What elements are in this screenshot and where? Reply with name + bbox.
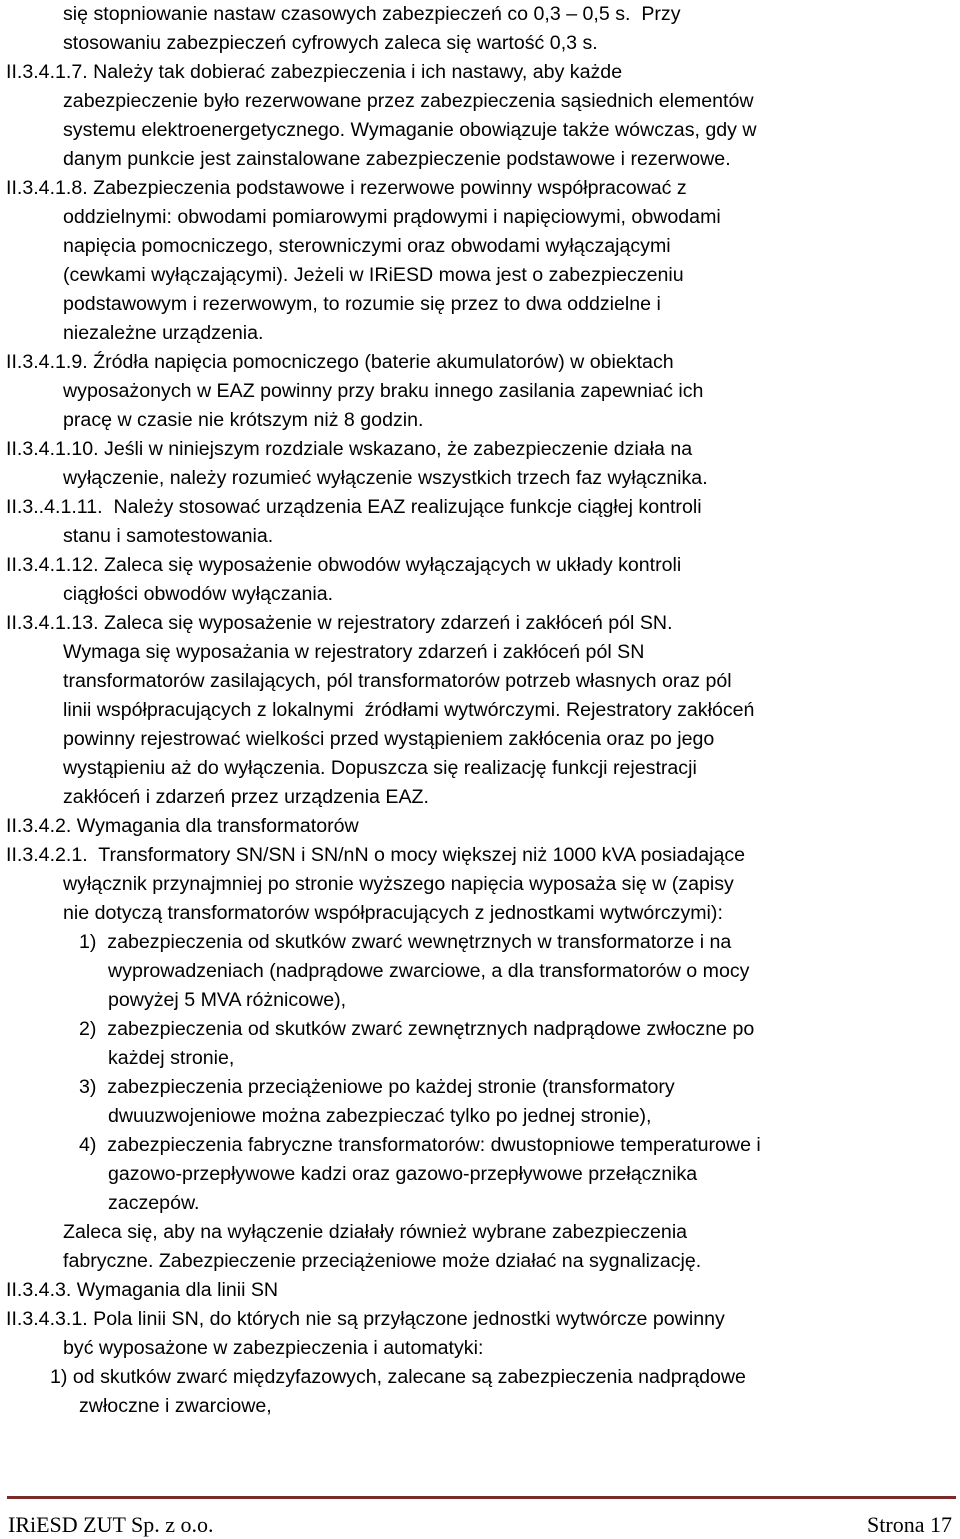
text-line: powyżej 5 MVA różnicowe), [108, 989, 347, 1011]
text-line: wyprowadzeniach (nadprądowe zwarciowe, a dla transformatorów o mocy [108, 960, 750, 982]
text-line: wystąpieniu aż do wyłączenia. Dopuszcza się realizację funkcji rejestracji [63, 757, 697, 779]
text-line: pracę w czasie nie krótszym niż 8 godzin. [63, 409, 424, 431]
text-line: II.3.4.1.10. Jeśli w niniejszym rozdziale wskazano, że zabezpieczenie działa na [6, 438, 693, 460]
text-line: II.3.4.2. Wymagania dla transformatorów [6, 815, 359, 837]
text-line: niezależne urządzenia. [63, 322, 264, 344]
text-line: nie dotyczą transformatorów współpracujących z jednostkami wytwórczymi): [63, 902, 723, 924]
text-line: 1) od skutków zwarć międzyfazowych, zalecane są zabezpieczenia nadprądowe [50, 1366, 746, 1388]
text-line: wyposażonych w EAZ powinny przy braku innego zasilania zapewniać ich [63, 380, 704, 402]
text-line: zaczepów. [108, 1192, 200, 1214]
text-line: Zaleca się, aby na wyłączenie działały również wybrane zabezpieczenia [63, 1221, 688, 1243]
text-line: fabryczne. Zabezpieczenie przeciążeniowe może działać na sygnalizację. [63, 1250, 702, 1272]
text-line: się stopniowanie nastaw czasowych zabezpieczeń co 0,3 – 0,5 s. Przy [63, 3, 681, 25]
text-line: wyłączenie, należy rozumieć wyłączenie wszystkich trzech faz wyłącznika. [63, 467, 708, 489]
text-line: II.3.4.2.1. Transformatory SN/SN i SN/nN o mocy większej niż 1000 kVA posiadające [6, 844, 746, 866]
footer-company: IRiESD ZUT Sp. z o.o. [8, 1512, 214, 1537]
text-line: systemu elektroenergetycznego. Wymaganie obowiązuje także wówczas, gdy w [63, 119, 757, 141]
text-line: (cewkami wyłączającymi). Jeżeli w IRiESD mowa jest o zabezpieczeniu [63, 264, 684, 286]
text-line: wyłącznik przynajmniej po stronie wyższego napięcia wyposaża się w (zapisy [63, 873, 734, 895]
text-line: stanu i samotestowania. [63, 525, 274, 547]
text-line: linii współpracujących z lokalnymi źródłami wytwórczymi. Rejestratory zakłóceń [63, 699, 755, 721]
text-line: powinny rejestrować wielkości przed wystąpieniem zakłócenia oraz po jego [63, 728, 715, 750]
text-line: gazowo-przepływowe kadzi oraz gazowo-przepływowe przełącznika [108, 1163, 698, 1185]
text-line: 1) zabezpieczenia od skutków zwarć wewnętrznych w transformatorze i na [79, 931, 732, 953]
text-line: Wymaga się wyposażania w rejestratory zdarzeń i zakłóceń pól SN [63, 641, 645, 663]
text-line: napięcia pomocniczego, sterowniczymi oraz obwodami wyłączającymi [63, 235, 671, 257]
text-line: 4) zabezpieczenia fabryczne transformatorów: dwustopniowe temperaturowe i [79, 1134, 761, 1156]
text-line: 2) zabezpieczenia od skutków zwarć zewnętrznych nadprądowe zwłoczne po [79, 1018, 755, 1040]
text-line: II.3.4.1.9. Źródła napięcia pomocniczego (baterie akumulatorów) w obiektach [6, 351, 674, 373]
text-line: 3) zabezpieczenia przeciążeniowe po każdej stronie (transformatory [79, 1076, 675, 1098]
text-line: zakłóceń i zdarzeń przez urządzenia EAZ. [63, 786, 429, 808]
text-line: II.3.4.3.1. Pola linii SN, do których nie są przyłączone jednostki wytwórcze powinny [6, 1308, 725, 1330]
text-line: II.3.4.1.8. Zabezpieczenia podstawowe i rezerwowe powinny współpracować z [6, 177, 687, 199]
text-line: II.3.4.3. Wymagania dla linii SN [6, 1279, 279, 1301]
text-line: zabezpieczenie było rezerwowane przez zabezpieczenia sąsiednich elementów [63, 90, 754, 112]
text-line: każdej stronie, [108, 1047, 235, 1069]
text-line: danym punkcie jest zainstalowane zabezpieczenie podstawowe i rezerwowe. [63, 148, 731, 170]
footer-divider [7, 1496, 956, 1499]
text-line: II.3..4.1.11. Należy stosować urządzenia EAZ realizujące funkcje ciągłej kontroli [6, 496, 702, 518]
text-line: II.3.4.1.12. Zaleca się wyposażenie obwodów wyłączających w układy kontroli [6, 554, 682, 576]
text-line: podstawowym i rezerwowym, to rozumie się przez to dwa oddzielne i [63, 293, 661, 315]
text-line: II.3.4.1.7. Należy tak dobierać zabezpieczenia i ich nastawy, aby każde [6, 61, 623, 83]
text-line: być wyposażone w zabezpieczenia i automatyki: [63, 1337, 484, 1359]
text-line: oddzielnymi: obwodami pomiarowymi prądowymi i napięciowymi, obwodami [63, 206, 721, 228]
text-line: dwuuzwojeniowe można zabezpieczać tylko po jednej stronie), [108, 1105, 652, 1127]
text-line: II.3.4.1.13. Zaleca się wyposażenie w rejestratory zdarzeń i zakłóceń pól SN. [6, 612, 673, 634]
text-line: ciągłości obwodów wyłączania. [63, 583, 334, 605]
text-line: zwłoczne i zwarciowe, [79, 1395, 272, 1417]
footer-page-number: Strona 17 [867, 1512, 952, 1537]
text-line: stosowaniu zabezpieczeń cyfrowych zaleca się wartość 0,3 s. [63, 32, 598, 54]
text-line: transformatorów zasilających, pól transformatorów potrzeb własnych oraz pól [63, 670, 732, 692]
